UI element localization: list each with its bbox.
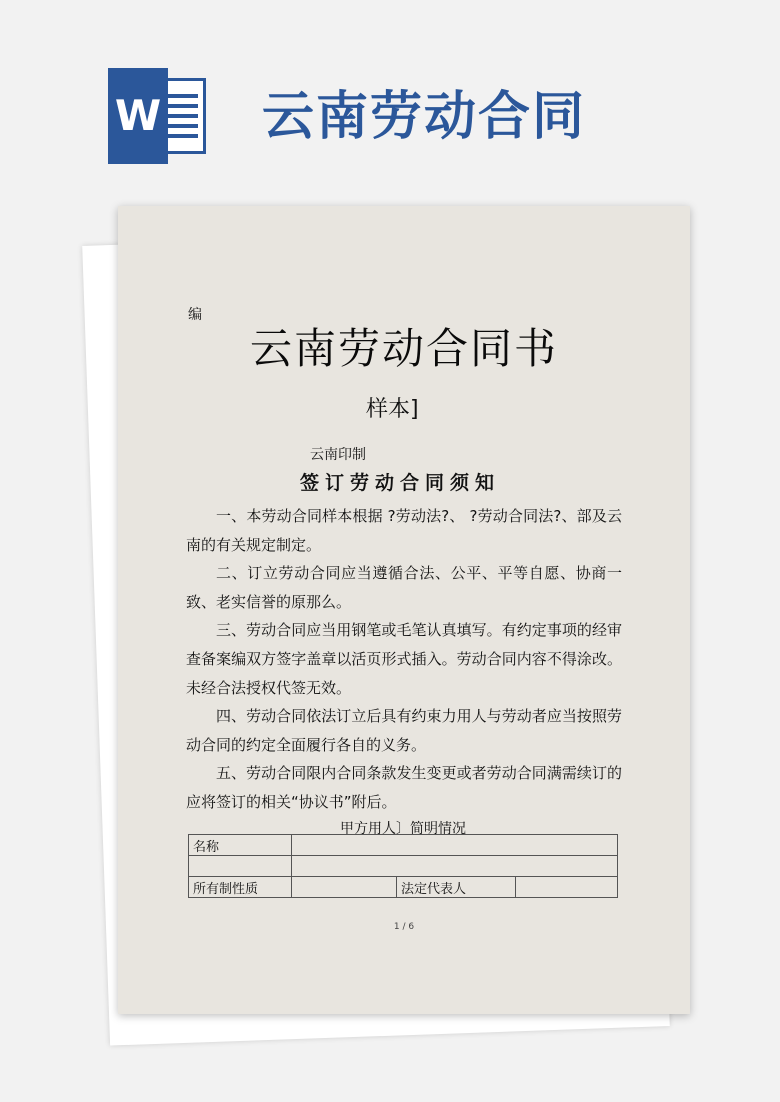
doc-title: 云南劳动合同书 xyxy=(249,324,558,373)
table-row xyxy=(189,835,618,856)
name-label: 名称 xyxy=(189,835,292,856)
banner-title: 云南劳动合同 xyxy=(262,86,587,147)
document-page xyxy=(118,206,690,1014)
ownership-value xyxy=(292,877,397,898)
printer-label: 云南印制 xyxy=(310,447,366,463)
ownership-label: 所有制性质 xyxy=(189,877,292,898)
page-number: 1 / 6 xyxy=(393,922,415,932)
doc-subtitle: 样本] xyxy=(366,397,419,422)
banner xyxy=(0,0,780,200)
blank-cell xyxy=(189,856,292,877)
table-caption: 甲方用人〕简明情况 xyxy=(340,821,466,837)
word-logo-letter: W xyxy=(108,68,168,164)
notice-paragraph: 五、劳动合同限内合同条款发生变更或者劳动合同满需续订的应将签订的相关“协议书”附后。 xyxy=(186,764,622,811)
legal-rep-value xyxy=(516,877,618,898)
word-icon xyxy=(108,68,208,164)
legal-rep-label: 法定代表人 xyxy=(397,877,516,898)
employer-info-table xyxy=(188,834,618,898)
name-value xyxy=(292,835,618,856)
table-row xyxy=(189,877,618,898)
blank-cell xyxy=(292,856,618,877)
notice-paragraph: 四、劳动合同依法订立后具有约束力用人与劳动者应当按照劳动合同的约定全面履行各自的义务。 xyxy=(186,707,622,754)
notice-paragraph: 一、本劳动合同样本根据 ?劳动法?、 ?劳动合同法?、部及云南的有关规定制定。 xyxy=(186,507,622,554)
notice-body xyxy=(186,502,622,817)
notice-title: 签订劳动合同须知 xyxy=(300,472,501,494)
table-row xyxy=(189,856,618,877)
doc-prefix: 编 xyxy=(188,307,202,323)
notice-paragraph: 三、劳动合同应当用钢笔或毛笔认真填写。有约定事项的经审查备案编双方签字盖章以活页形式插入。劳动合同内容不得涂改。未经合法授权代签无效。 xyxy=(186,621,622,697)
notice-paragraph: 二、订立劳动合同应当遵循合法、公平、平等自愿、协商一致、老实信誉的原那么。 xyxy=(186,564,622,611)
